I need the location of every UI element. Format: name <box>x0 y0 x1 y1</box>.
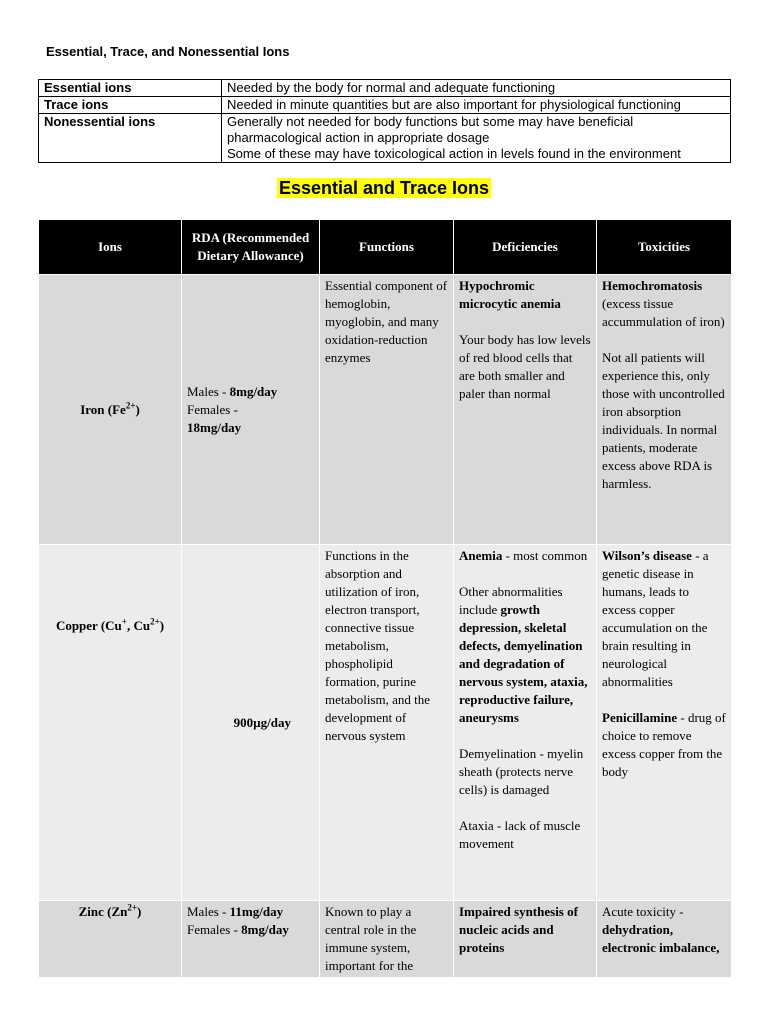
definition-line: Generally not needed for body functions but some may have beneficial <box>227 114 634 129</box>
definition-text: Needed in minute quantities but are also important for physiological functioning <box>222 97 731 114</box>
definition-row-essential <box>39 80 731 97</box>
definition-text <box>222 114 731 163</box>
rda-iron: Males - 8mg/day Females - 18mg/day <box>182 275 320 545</box>
functions-copper: Functions in the absorption and utilization of iron, electron transport, connective tissue metabolism, phospholipid formation, purine metabolism, and the development of nervous system <box>320 545 454 901</box>
table-row-iron <box>39 275 732 545</box>
table-header-row <box>39 220 732 275</box>
definition-line: pharmacological action in appropriate dosage <box>227 130 490 145</box>
definition-term: Nonessential ions <box>39 114 222 163</box>
toxicities-copper: Wilson’s disease - a genetic disease in humans, leads to excess copper accumulation on the brain resulting in neurological abnormalities Penicillamine - drug of choice to remove excess copper from the body <box>597 545 732 901</box>
rda-zinc: Males - 11mg/day Females - 8mg/day <box>182 901 320 978</box>
deficiencies-copper: Anemia - most common Other abnormalities include growth depression, skeletal defects, demyelination and degradation of nervous system, ataxia, reproductive failure, aneurysms Demyelination - myelin sheath (protects nerve cells) is damaged Ataxia - lack of muscle movement <box>454 545 597 901</box>
essential-trace-ions-table <box>38 219 732 978</box>
header-ions: Ions <box>39 220 182 275</box>
header-functions: Functions <box>320 220 454 275</box>
definition-line: Some of these may have toxicological action in levels found in the environment <box>227 146 681 161</box>
ion-name-copper: Copper (Cu+, $Cu^{2+}$) <box>39 545 182 901</box>
definition-row-trace <box>39 97 731 114</box>
functions-zinc: Known to play a central role in the immune system, important for the <box>320 901 454 978</box>
rda-copper: 900µg/day <box>182 545 320 901</box>
header-deficiencies: Deficiencies <box>454 220 597 275</box>
ion-definitions-table <box>38 79 731 163</box>
definition-term: Trace ions <box>39 97 222 114</box>
header-toxicities: Toxicities <box>597 220 732 275</box>
header-rda: RDA (Recommended Dietary Allowance) <box>182 220 320 275</box>
section-title <box>0 178 768 199</box>
deficiencies-zinc: Impaired synthesis of nucleic acids and proteins <box>454 901 597 978</box>
definition-text: Needed by the body for normal and adequate functioning <box>222 80 731 97</box>
definition-row-nonessential <box>39 114 731 163</box>
toxicities-iron: Hemochromatosis (excess tissue accummulation of iron) Not all patients will experience this, only those with uncontrolled iron absorption individuals. In normal patients, moderate excess above RDA is harmless. <box>597 275 732 545</box>
document-heading: Essential, Trace, and Nonessential Ions <box>46 44 290 59</box>
functions-iron: Essential component of hemoglobin, myoglobin, and many oxidation-reduction enzymes <box>320 275 454 545</box>
table-row-copper <box>39 545 732 901</box>
ion-name-zinc: Zinc $(Zn^{2+})$ <box>39 901 182 978</box>
deficiencies-iron: Hypochromic microcytic anemia Your body has low levels of red blood cells that are both smaller and paler than normal <box>454 275 597 545</box>
section-title-text: Essential and Trace Ions <box>278 178 490 198</box>
definition-term: Essential ions <box>39 80 222 97</box>
table-row-zinc <box>39 901 732 978</box>
toxicities-zinc: Acute toxicity - dehydration, electronic imbalance, <box>597 901 732 978</box>
ion-name-iron: Iron $(Fe^{2+})$ <box>39 275 182 545</box>
